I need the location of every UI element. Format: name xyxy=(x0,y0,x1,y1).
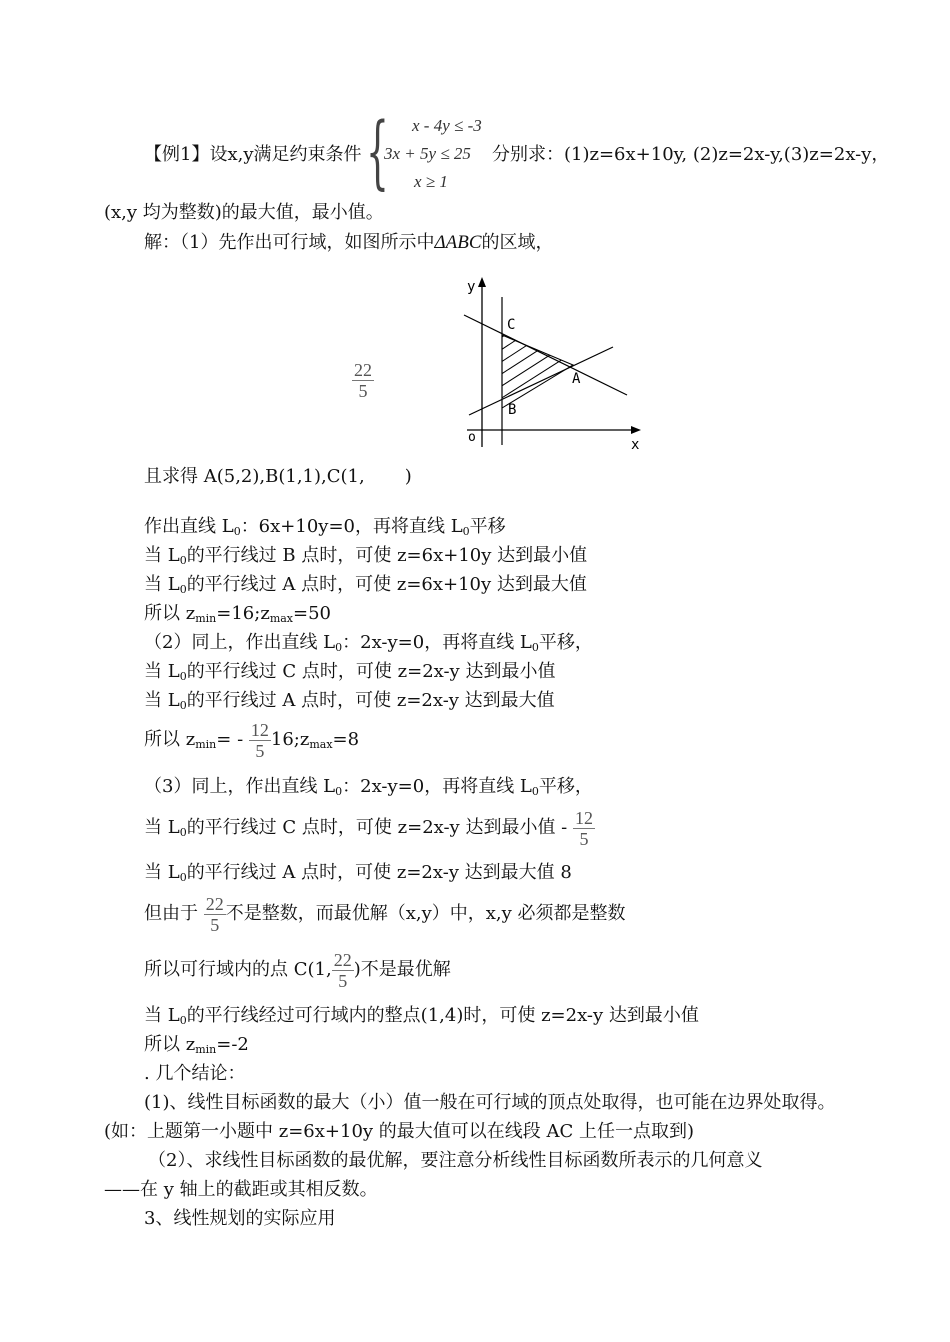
y-axis-label: y xyxy=(467,279,476,295)
constraint-3: x ≥ 1 xyxy=(414,172,448,191)
conclusion-1a: (1)、线性目标函数的最大（小）值一般在可行域的顶点处取得，也可能在边界处取得。 xyxy=(144,1092,836,1113)
part3-line-5: 所以可行域内的点 C(1, $\frac{22}{5}$ )不是最优解 xyxy=(144,949,451,991)
x-axis-arrow xyxy=(631,426,641,434)
part1-line-3: 当 $L_0$的平行线过 A 点时，可使 z=6x+10y 达到最大值 xyxy=(144,574,587,596)
solution-intro: 解：（1）先作出可行域，如图所示中ΔABC的区域， xyxy=(144,232,554,253)
part3-line-3: 当 $L_0$的平行线过 A 点时，可使 z=2x-y 达到最大值 8 xyxy=(144,862,572,884)
conclusions-heading: . 几个结论： xyxy=(144,1063,246,1084)
part3-line-1: （3）同上，作出直线 $L_0$：2x-y=0，再将直线 $L_0$平移， xyxy=(144,776,593,798)
part2-line-3: 当 $L_0$的平行线过 A 点时，可使 z=2x-y 达到最大值 xyxy=(144,690,555,712)
line-3x-5y-25 xyxy=(464,315,627,395)
origin-label: o xyxy=(468,430,476,445)
part1-result: 所以 $z_{min}=16;z_{max}=50$ xyxy=(144,603,332,625)
part3-result: 所以 $z_{min}=-2$ xyxy=(144,1034,249,1056)
x-axis-label: x xyxy=(631,437,640,453)
constraint-2: 3x + 5y ≤ 25 xyxy=(384,144,471,163)
y-axis-arrow xyxy=(478,277,486,287)
conclusion-2b: ——在 y 轴上的截距或其相反数。 xyxy=(104,1179,378,1200)
constraint-1: x - 4y ≤ -3 xyxy=(412,116,482,135)
feasible-region-figure xyxy=(455,275,655,455)
example-suffix: 分别求：(1)z=6x+10y, (2)z=2x-y,(3)z=2x-y， xyxy=(492,144,890,165)
points-line: 且求得 A(5,2),B(1,1),C(1, ) xyxy=(144,466,412,487)
part3-line-6: 当 $L_0$的平行线经过可行域内的整点(1,4)时，可使 z=2x-y 达到最小值 xyxy=(144,1005,699,1027)
part3-line-4: 但由于 $\frac{22}{5}$ 不是整数，而最优解（x,y）中，x,y 必须都是整数 xyxy=(144,893,626,935)
part1-line-2: 当 $L_0$的平行线过 B 点时，可使 z=6x+10y 达到最小值 xyxy=(144,545,588,567)
point-a-label: A xyxy=(572,371,581,387)
triangle-abc xyxy=(502,335,573,408)
part3-line-2: 当 $L_0$的平行线过 C 点时，可使 z=2x-y 达到最小值 - $\frac{12}{5}$ xyxy=(144,807,593,849)
conclusion-2a: （2）、求线性目标函数的最优解，要注意分析线性目标函数所表示的几何意义 xyxy=(148,1150,763,1171)
example-line2: (x,y 均为整数)的最大值，最小值。 xyxy=(104,202,384,223)
section-3-heading: 3、线性规划的实际应用 xyxy=(144,1208,336,1229)
system-brace: { xyxy=(366,105,389,198)
side-fraction: $\frac{22}{5}$ xyxy=(354,360,372,401)
part1-line-1: 作出直线 $L_0$：6x+10y=0，再将直线 $L_0$平移 xyxy=(144,516,506,538)
example-label: 【例1】设x,y满足约束条件 xyxy=(144,144,362,165)
point-b-label: B xyxy=(508,402,517,418)
part2-result: 所以 $z_{min}=$ - $\frac{12}{5}$ $16;z_{max}=8$ xyxy=(144,719,360,761)
point-c-label: C xyxy=(507,317,516,333)
line-x-4y-minus3 xyxy=(469,347,613,415)
conclusion-1b: (如：上题第一小题中 z=6x+10y 的最大值可以在线段 AC 上任一点取到) xyxy=(104,1121,695,1142)
part2-line-1: （2）同上，作出直线 $L_0$：2x-y=0，再将直线 $L_0$平移， xyxy=(144,632,593,654)
part2-line-2: 当 $L_0$的平行线过 C 点时，可使 z=2x-y 达到最小值 xyxy=(144,661,556,683)
